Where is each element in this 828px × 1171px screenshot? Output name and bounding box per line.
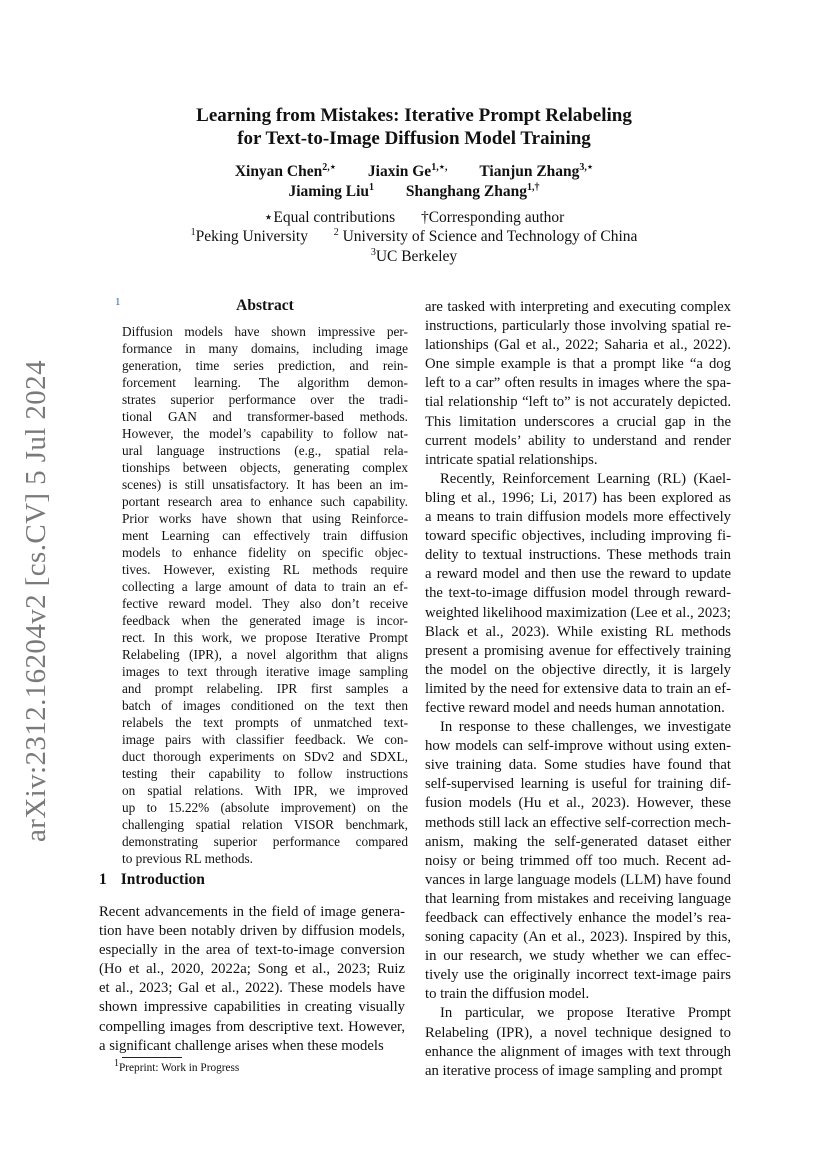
text-line: to train the diffusion model. — [425, 986, 590, 1003]
text-line: ment Learning can effectively train diffusion — [122, 528, 408, 543]
text-line: a means to train diffusion models more effectively — [425, 509, 731, 526]
text-line: vances in large language models (LLM) have found — [425, 871, 731, 888]
intro-heading: 1 Introduction — [99, 871, 205, 888]
text-line: up to 15.22% (absolute improvement) on the — [122, 800, 408, 815]
text-line: enhance the alignment of images with text through — [425, 1043, 731, 1060]
text-line: weighted likelihood maximization (Lee et al., 2023; — [425, 604, 731, 621]
text-line: an iterative process of image sampling and prompt — [425, 1062, 723, 1079]
text-line: are tasked with interpreting and executing complex — [425, 299, 731, 315]
text-line: feedback when the generated image is incor- — [122, 613, 408, 628]
text-line: collecting a large amount of data to train an ef- — [122, 579, 408, 594]
text-line: image pairs with classifier feedback. We con- — [122, 732, 408, 747]
text-line: One simple example is that a prompt like “a dog — [425, 356, 731, 373]
text-line: a reward model and then use the reward to update — [425, 566, 731, 583]
intro-body — [99, 903, 405, 1056]
text-line: rect. In this work, we propose Iterative Prompt — [122, 630, 408, 645]
text-line: left to a car” often results in images where the spa- — [425, 375, 731, 392]
author: Xinyan Chen$^{2,⋆}$ — [234, 161, 337, 180]
text-line: Recent advancements in the field of image genera- — [99, 904, 405, 920]
text-line: limited by the need for extensive data to train an ef- — [425, 680, 731, 697]
footnote-rule — [122, 1057, 182, 1058]
text-line: In response to these challenges, we investigate — [440, 719, 731, 736]
text-line: Diffusion models have shown impressive per- — [122, 324, 408, 339]
text-line: images to text through iterative image sampling — [122, 664, 408, 679]
text-line: on spatial relations. With IPR, we improved — [122, 783, 408, 798]
affiliation-pku: $^1$Peking University — [190, 226, 308, 245]
right-column-body — [425, 298, 731, 1081]
text-line: that learning from mistakes and receiving language — [425, 890, 731, 907]
text-line: intricate spatial relationships. — [425, 451, 598, 468]
text-line: However, the model’s capability to follow nat- — [122, 426, 408, 441]
text-line: portant research area to enhance such capability. — [122, 494, 408, 509]
text-line: sive training data. Some studies have found that — [425, 757, 731, 774]
text-line: fusion models (Hu et al., 2023). However, these — [425, 795, 731, 812]
text-line: anism, making the self-generated dataset either — [425, 833, 731, 850]
text-line: Black et al., 2023). While existing RL methods — [425, 623, 731, 640]
footnote-link[interactable]: 1 — [115, 296, 121, 308]
text-line: testing their capability to follow instructions — [122, 766, 408, 781]
text-line: duct thorough experiments on SDv2 and SDXL, — [122, 749, 408, 764]
abstract-heading: Abstract — [236, 297, 294, 314]
text-line: tial relationship “left to” is not accurately depicted. — [425, 394, 731, 411]
text-line: fective reward model and needs human annotation. — [425, 699, 725, 716]
text-line: the text-to-image diffusion model through reward- — [425, 585, 731, 602]
text-line: and prompt relabeling. IPR first samples a — [122, 681, 408, 696]
paper-title-line1: Learning from Mistakes: Iterative Prompt Relabeling — [196, 105, 632, 126]
text-line: tively use the originally incorrect text-image pairs — [425, 967, 731, 984]
text-line: a significant challenge arises when these models — [99, 1037, 384, 1054]
text-line: In particular, we propose Iterative Prompt — [440, 1005, 731, 1022]
text-line: Prior works have shown that using Reinforce- — [122, 511, 408, 526]
text-line: feedback can effectively enhance the model’s rea- — [425, 910, 731, 926]
text-line: demonstrating superior performance compared — [122, 834, 408, 849]
text-line: Recently, Reinforcement Learning (RL) (Kael- — [440, 470, 731, 487]
text-line: ural language instructions (e.g., spatial rela- — [122, 443, 408, 458]
text-line: tionships between objects, generating complex — [122, 460, 408, 475]
text-line: challenging spatial relation VISOR benchmark, — [122, 817, 408, 832]
affiliations-row — [0, 228, 828, 246]
text-line: especially in the area of text-to-image conversion — [99, 942, 405, 959]
affiliation-ustc: $^2$ University of Science and Technology of China — [333, 226, 638, 245]
arxiv-stamp: arXiv:2312.16204v2 [cs.CV] 5 Jul 2024 — [20, 360, 52, 842]
text-line: relabels the text prompts of unmatched text- — [122, 715, 408, 730]
text-line: scenes) is still unsatisfactory. It has been an im- — [122, 477, 408, 492]
text-line: present a promising avenue for effectively training — [425, 642, 731, 659]
text-line: fective reward model. They also don’t receive — [122, 596, 408, 611]
author: Shanghang Zhang$^{1,\dagger}$ — [405, 181, 540, 200]
text-line: current models’ ability to understand and render — [425, 432, 731, 449]
footnote: $^1$Preprint: Work in Progress — [114, 1058, 240, 1074]
author: Tianjun Zhang$^{3,⋆}$ — [479, 161, 594, 180]
text-line: toward specific objectives, including improving fi- — [425, 528, 731, 545]
text-line: strates superior performance over the tradi- — [122, 392, 408, 407]
text-line: lationships (Gal et al., 2022; Saharia et al., 2022). — [425, 337, 731, 354]
paper-title-line2: for Text-to-Image Diffusion Model Training — [237, 128, 591, 149]
text-line: self-supervised learning is useful for training dif- — [425, 776, 731, 793]
text-line: (Ho et al., 2020, 2022a; Song et al., 2023; Ruiz — [99, 961, 405, 978]
text-line: Relabeling (IPR), a novel technique designed to — [425, 1024, 731, 1041]
corresponding-author-note: †Corresponding author — [420, 209, 565, 226]
contribution-notes — [0, 208, 828, 227]
text-line: in our research, we study whether we can effec- — [425, 948, 731, 965]
text-line: forcement learning. The algorithm demon- — [122, 375, 408, 390]
text-line: Relabeling (IPR), a novel algorithm that aligns — [122, 647, 408, 662]
text-line: noisy or being trimmed off too much. Recent ad- — [425, 852, 731, 869]
text-line: batch of images conditioned on the text then — [122, 698, 408, 713]
author-row-2 — [0, 183, 828, 201]
text-line: methods still lack an effective self-correction mech- — [425, 814, 731, 831]
text-line: models to enhance fidelity on specific objec- — [122, 545, 408, 560]
text-line: to previous RL methods. — [122, 851, 253, 866]
text-line: soning capacity (An et al., 2023). Inspired by this, — [425, 929, 731, 946]
author: Jiaxin $Ge^{1,⋆,}$ — [367, 161, 448, 180]
equal-contribution-note: ⋆Equal contributions — [263, 209, 396, 226]
text-line: compelling images from descriptive text. However, — [99, 1018, 405, 1035]
abstract-body — [122, 323, 408, 867]
text-line: the model on the objective directly, it is largely — [425, 661, 731, 678]
author-row-1 — [0, 163, 828, 181]
text-line: delity to textual instructions. These methods train — [425, 547, 731, 564]
text-line: tion have been notably driven by diffusion models, — [99, 923, 405, 940]
text-line: shown impressive capabilities in creating visually — [99, 999, 405, 1016]
text-line: instructions, particularly those involving spatial re- — [425, 318, 731, 335]
text-line: This limitation underscores a crucial gap in the — [425, 413, 731, 430]
text-line: how models can self-improve without using exten- — [425, 738, 731, 755]
text-line: formance in many domains, including image — [122, 341, 408, 356]
text-line: tives. However, existing RL methods require — [122, 562, 408, 577]
affiliation-ucb: $^3$UC Berkeley — [370, 246, 458, 265]
text-line: bling et al., 1996; Li, 2017) has been explored as — [425, 489, 731, 506]
text-line: et al., 2023; Gal et al., 2022). These models have — [99, 980, 405, 997]
author: Jiaming Liu$^1$ — [288, 181, 375, 200]
text-line: tional GAN and transformer-based methods. — [122, 409, 408, 424]
text-line: generation, time series prediction, and rein- — [122, 358, 408, 373]
